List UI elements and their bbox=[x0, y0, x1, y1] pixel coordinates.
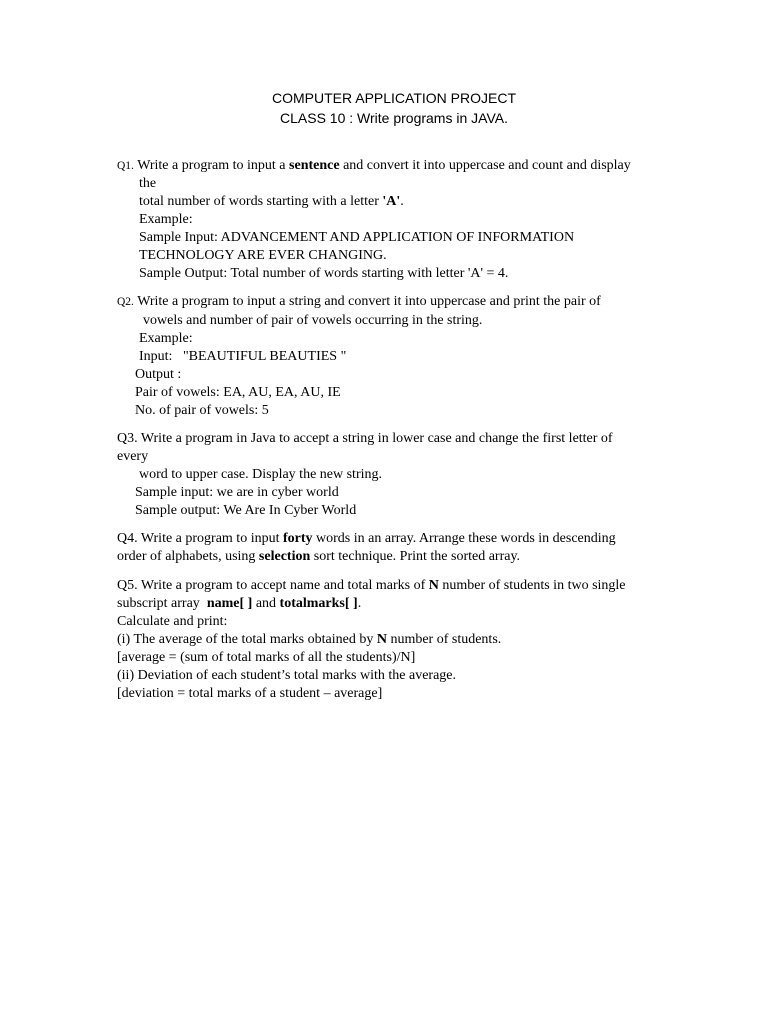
question-3-line-3: word to upper case. Display the new string. bbox=[139, 467, 382, 482]
question-2-line-2: vowels and number of pair of vowels occurring in the string. bbox=[143, 313, 483, 328]
question-2-output-label: Output : bbox=[135, 367, 182, 382]
question-1-line-3-text: total number of words starting with a letter bbox=[139, 194, 383, 209]
question-4-bold-forty: forty bbox=[282, 531, 313, 546]
question-1-line-3 bbox=[139, 193, 404, 211]
question-4-line-2-text: order of alphabets, using bbox=[117, 549, 259, 564]
question-4-text-cont: words in an array. Arrange these words in descending bbox=[312, 531, 616, 546]
question-5-line-2-text: subscript array bbox=[117, 596, 207, 611]
question-5-line-1 bbox=[117, 577, 626, 595]
question-1-bold-sentence: sentence bbox=[289, 158, 340, 173]
question-2-vowel-pairs: Pair of vowels: EA, AU, EA, AU, IE bbox=[135, 385, 341, 400]
question-5-part-i bbox=[117, 631, 501, 649]
question-5-line-2 bbox=[117, 595, 361, 613]
question-5-text-cont: number of students in two single bbox=[438, 578, 626, 593]
question-1-sample-input-cont: TECHNOLOGY ARE EVER CHANGING. bbox=[139, 248, 387, 263]
question-2-example-label: Example: bbox=[139, 331, 193, 346]
question-1-text-cont: and convert it into uppercase and count and display bbox=[339, 158, 631, 173]
question-4-line-1 bbox=[117, 530, 616, 548]
question-5-line-2-period: . bbox=[357, 596, 362, 611]
question-1-line-2: the bbox=[139, 176, 157, 191]
question-5-average-formula: [average = (sum of total marks of all the students)/N] bbox=[117, 650, 416, 665]
document-title: COMPUTER APPLICATION PROJECT bbox=[272, 90, 516, 106]
question-4-text: Q4. Write a program to input bbox=[117, 531, 283, 546]
question-3-line-2: every bbox=[117, 449, 149, 464]
question-4-line-2-cont: sort technique. Print the sorted array. bbox=[310, 549, 521, 564]
question-2-input: Input: "BEAUTIFUL BEAUTIES " bbox=[139, 349, 347, 364]
question-5-deviation-formula: [deviation = total marks of a student – average] bbox=[117, 686, 383, 701]
question-5-bold-name-array: name[ ] bbox=[206, 596, 253, 611]
question-4-line-2 bbox=[117, 548, 520, 566]
question-3-sample-output: Sample output: We Are In Cyber World bbox=[135, 503, 357, 518]
question-5-part-i-text: (i) The average of the total marks obtained by bbox=[117, 632, 377, 647]
question-5-calculate-label: Calculate and print: bbox=[117, 614, 228, 629]
question-5-line-2-and: and bbox=[252, 596, 280, 611]
question-5-text: Q5. Write a program to accept name and total marks of bbox=[117, 578, 429, 593]
question-5-part-i-bold-n: N bbox=[376, 632, 387, 647]
question-2-number: Q2. bbox=[117, 296, 134, 308]
question-5-bold-n: N bbox=[428, 578, 439, 593]
document-subtitle: CLASS 10 : Write programs in JAVA. bbox=[280, 110, 508, 126]
question-2-line-1 bbox=[117, 293, 601, 311]
question-1-text: Write a program to input a bbox=[137, 158, 290, 173]
question-4-bold-selection: selection bbox=[258, 549, 311, 564]
question-1-sample-output: Sample Output: Total number of words starting with letter 'A' = 4. bbox=[139, 266, 509, 281]
question-1-sample-input: Sample Input: ADVANCEMENT AND APPLICATION OF INFORMATION bbox=[139, 230, 575, 245]
question-1-period: . bbox=[400, 194, 404, 209]
question-3-line-1: Q3. Write a program in Java to accept a string in lower case and change the first letter of bbox=[117, 431, 613, 446]
question-2-text: Write a program to input a string and convert it into uppercase and print the pair of bbox=[137, 294, 601, 309]
document-header bbox=[0, 88, 768, 128]
question-1-bold-letter: 'A' bbox=[382, 194, 401, 209]
question-5-bold-totalmarks-array: totalmarks[ ] bbox=[279, 596, 358, 611]
question-5-part-ii: (ii) Deviation of each student’s total marks with the average. bbox=[117, 668, 457, 683]
question-1-line-1 bbox=[117, 157, 631, 175]
question-1-number: Q1. bbox=[117, 160, 134, 172]
question-5-part-i-cont: number of students. bbox=[386, 632, 502, 647]
question-3-sample-input: Sample input: we are in cyber world bbox=[135, 485, 339, 500]
question-2-pair-count: No. of pair of vowels: 5 bbox=[135, 403, 269, 418]
question-1-example-label: Example: bbox=[139, 212, 193, 227]
